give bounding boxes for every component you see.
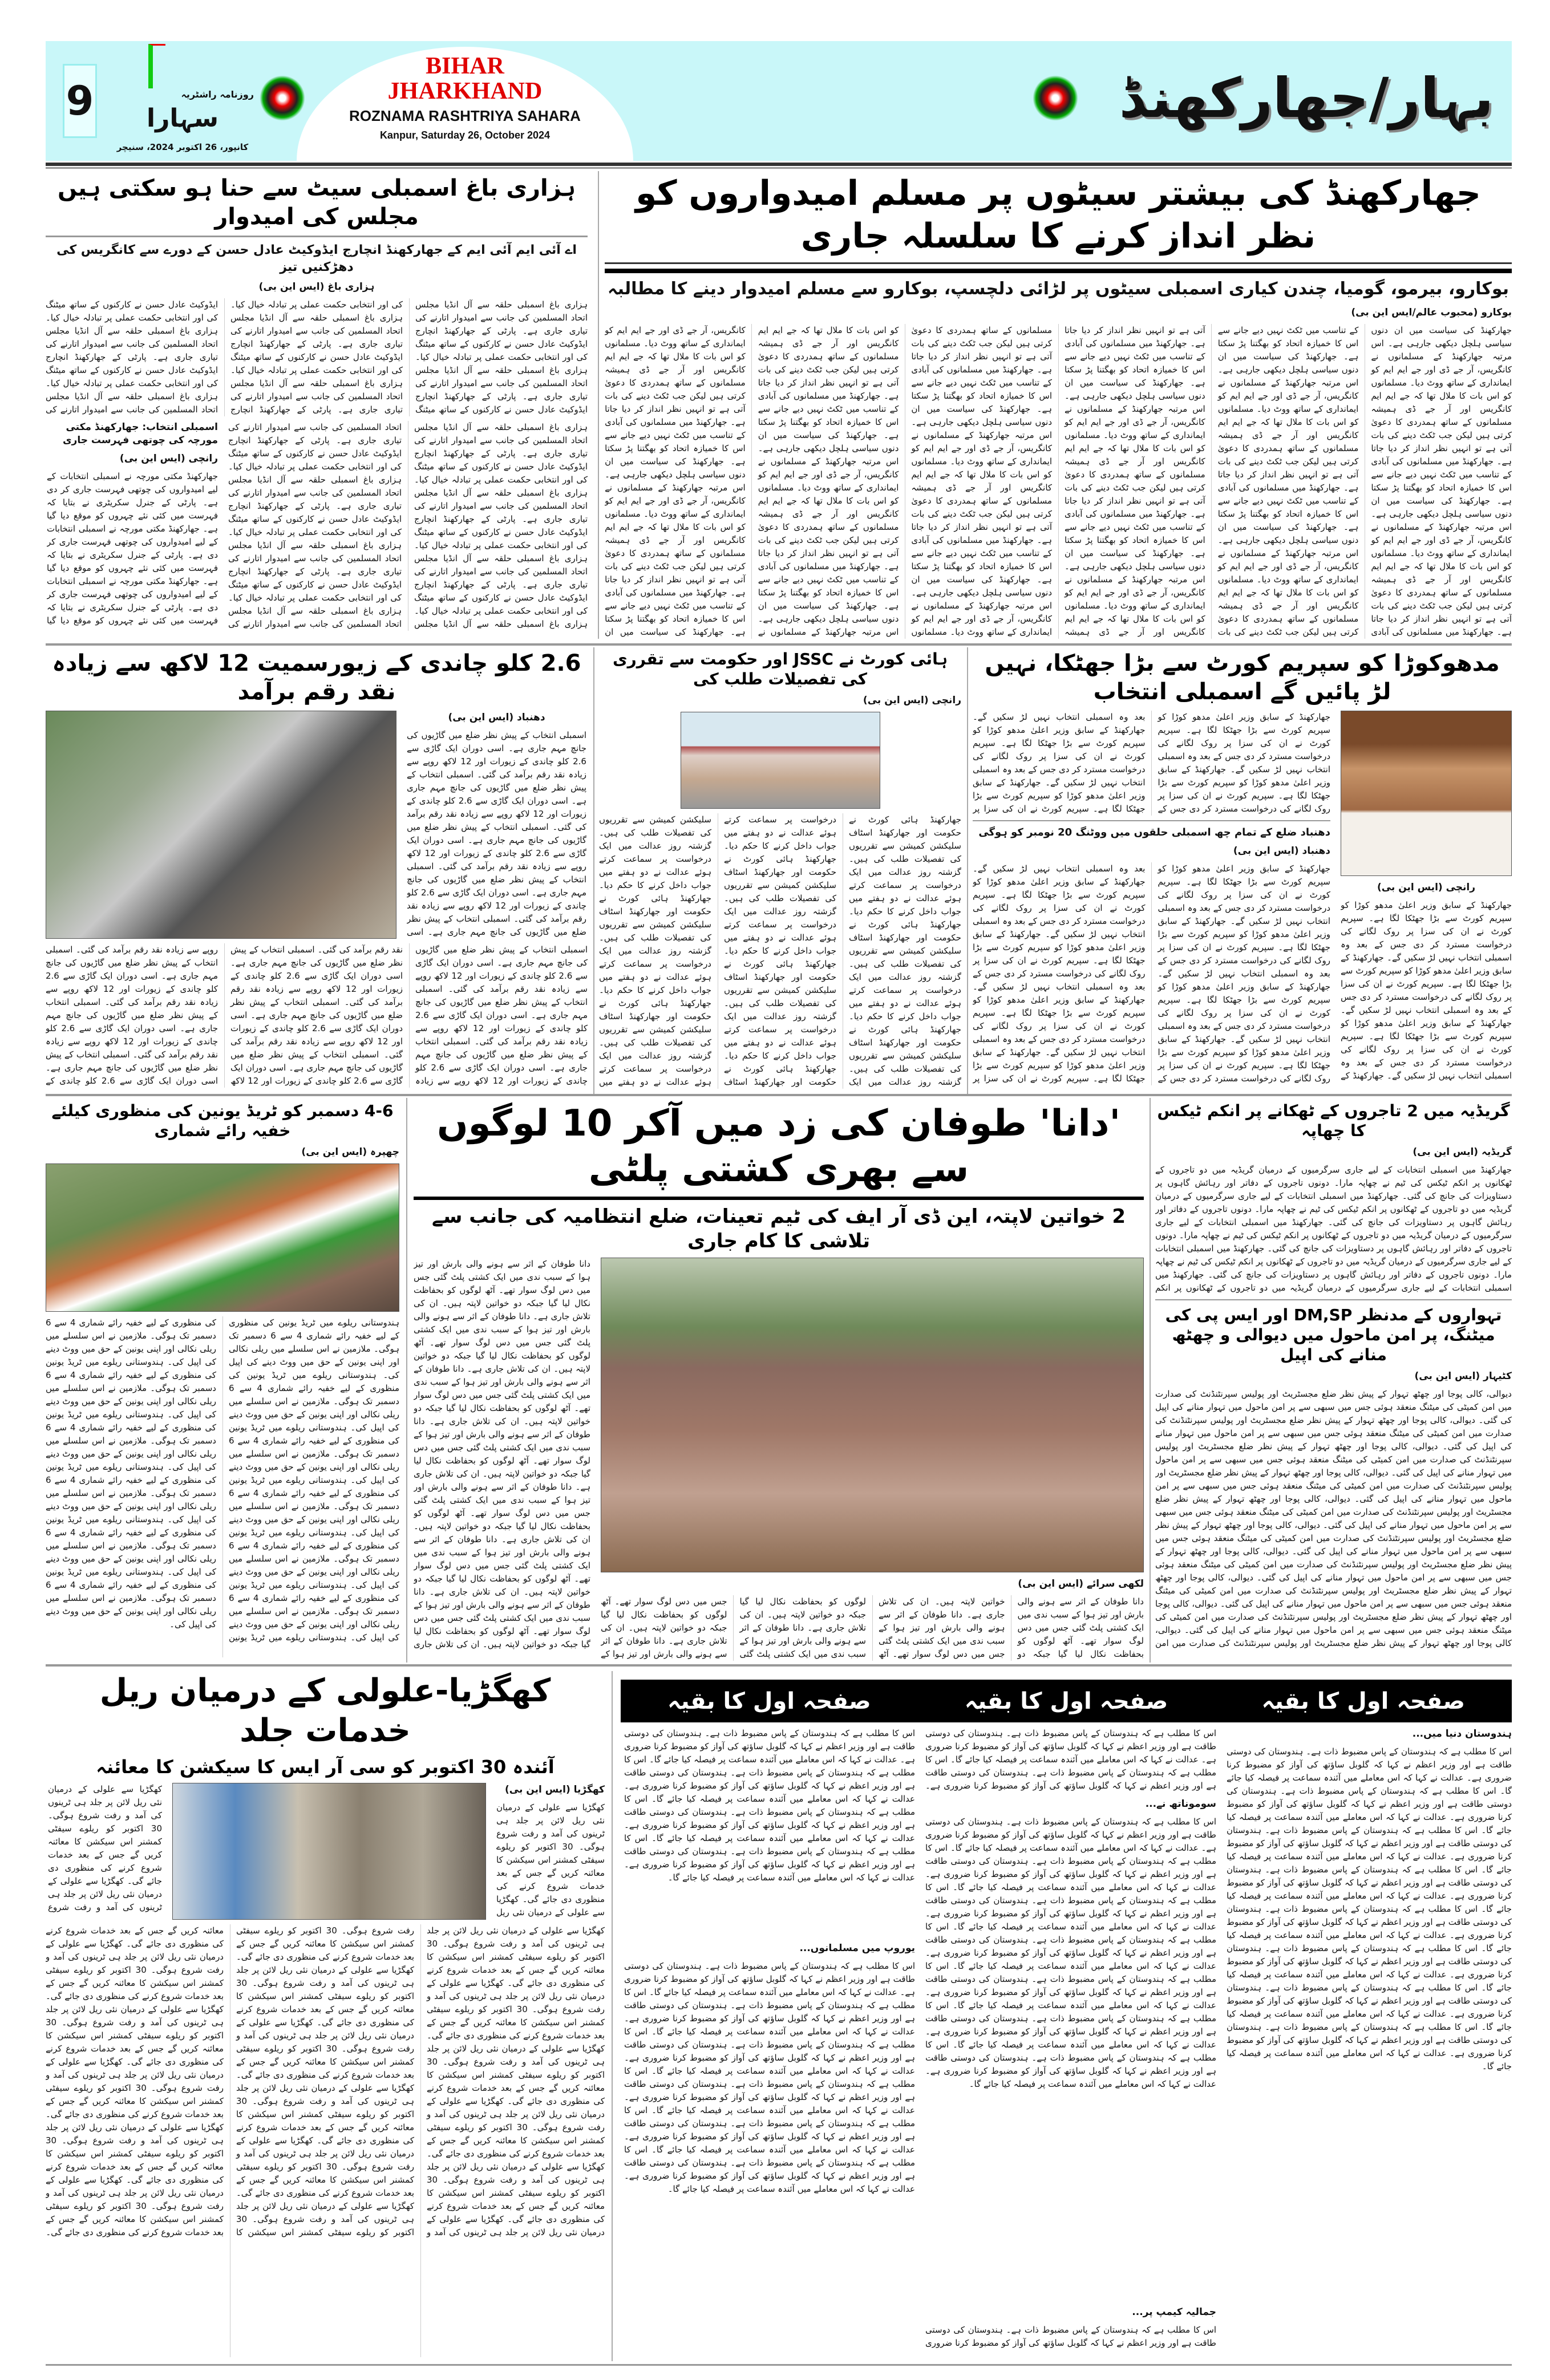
jmm-list-story (47, 421, 218, 632)
english-date: Kanpur, Saturday 26, October 2024 (379, 129, 551, 141)
giridih-headline: گریڈیہ میں 2 تاجروں کے ٹھکانے پر انکم ٹیکس کا چھاپہ (1157, 1101, 1510, 1140)
section-title: بہار/جھارکھنڈ (1119, 66, 1494, 130)
union-story (46, 1101, 399, 1661)
logo-name: سہارا (147, 104, 218, 133)
continued-label: صفحہ اول کا بقیہ (667, 1688, 871, 1714)
continued-col-3a: اس کا مطلب ہے کہ ہندوستان کے پاس مضبوط ذات ہے۔ ہندوستان کی دوستی طاقت ہے اور وزیر اعظم نے کہا کہ گلوبل ساؤتھ کی آواز کو مضبوط کرنا ضروری ہے۔ عدالت نے کہا کہ اس معاملے میں آئندہ سماعت پر فیصلہ کیا جائے گا۔ اس کا مطلب ہے کہ ہندوستان کے پاس مضبوط ذات ہے۔ ہندوستان کی دوستی طاقت ہے اور وزیر اعظم نے کہا کہ گلوبل ساؤتھ کی آواز کو مضبوط کرنا ضروری ہے۔ عدالت نے کہا کہ اس معاملے میں آئندہ سماعت پر فیصلہ کیا جائے گا۔ اس کا مطلب ہے کہ ہندوستان کے پاس مضبوط ذات ہے۔ ہندوستان کی دوستی طاقت ہے اور وزیر اعظم نے کہا کہ گلوبل ساؤتھ کی آواز کو مضبوط کرنا ضروری ہے۔ عدالت نے کہا کہ اس معاملے میں آئندہ سماعت پر فیصلہ کیا جائے گا۔ اس کا مطلب ہے کہ ہندوستان کے پاس مضبوط ذات ہے۔ ہندوستان کی دوستی طاقت ہے اور وزیر اعظم نے کہا کہ گلوبل ساؤتھ کی آواز کو مضبوط کرنا ضروری ہے۔ عدالت نے کہا کہ اس معاملے میں آئندہ سماعت پر فیصلہ کیا جائے گا۔ (624, 1728, 915, 1883)
main-byline: بوکارو (محبوب عالم/ایس این بی) (1351, 306, 1512, 318)
giridih-katihar-column (1155, 1101, 1512, 1661)
paper-name: ROZNAMA RASHTRIYA SAHARA (349, 107, 581, 124)
divider (1155, 1299, 1512, 1300)
continued-subhead: ہندوستان دنیا میں... (1412, 1728, 1512, 1740)
dhanbad-byline: دھنباد (ایس این بی) (1233, 845, 1330, 857)
dana-body: دانا طوفان کے اثر سے ہونے والی بارش اور تیز ہوا کے سبب ندی میں ایک کشتی پلٹ گئی جس میں دس لوگ سوار تھے۔ آٹھ لوگوں کو بحفاظت نکال لیا گیا جبکہ دو خواتین لاپتہ ہیں۔ ان کی تلاش جاری ہے۔ دانا طوفان کے اثر سے ہونے والی بارش اور تیز ہوا کے سبب ندی میں ایک کشتی پلٹ گئی جس میں دس لوگ سوار تھے۔ آٹھ لوگوں کو بحفاظت نکال لیا گیا جبکہ دو خواتین لاپتہ ہیں۔ ان کی تلاش جاری ہے۔ دانا طوفان کے اثر سے ہونے والی بارش اور تیز ہوا کے سبب ندی میں ایک کشتی پلٹ گئی جس میں دس لوگ سوار تھے۔ آٹھ لوگوں کو بحفاظت نکال لیا گیا جبکہ دو خواتین لاپتہ ہیں۔ ان کی تلاش جاری ہے۔ دانا طوفان کے اثر سے ہونے والی بارش اور تیز ہوا کے سبب ندی میں ایک کشتی پلٹ گئی جس میں دس لوگ سوار تھے۔ آٹھ لوگوں کو بحفاظت نکال لیا گیا جبکہ دو خواتین لاپتہ ہیں۔ ان کی تلاش جاری ہے۔ دانا طوفان کے اثر سے ہونے والی بارش اور تیز ہوا کے سبب ندی میں ایک کشتی پلٹ گئی جس میں دس لوگ سوار تھے۔ آٹھ لوگوں کو بحفاظت نکال لیا گیا جبکہ دو خواتین لاپتہ ہیں۔ ان کی تلاش جاری ہے۔ دانا طوفان کے اثر سے ہونے والی بارش اور تیز ہوا کے سبب ندی میں ایک کشتی پلٹ گئی جس میں دس لوگ سوار تھے۔ آٹھ لوگوں کو بحفاظت نکال لیا گیا جبکہ دو خواتین لاپتہ ہیں۔ ان کی تلاش جاری ہے۔ دانا طوفان کے اثر سے ہونے والی بارش اور تیز ہوا کے سبب ندی میں ایک کشتی پلٹ گئی جس میں دس لوگ سوار تھے۔ آٹھ لوگوں کو بحفاظت نکال لیا گیا جبکہ دو خواتین لاپتہ ہیں۔ ان کی تلاش جاری (414, 1259, 590, 1649)
urdu-date: کانپور، 26 اکتوبر 2024، سنیچر (116, 142, 249, 152)
continued-label: صفحہ اول کا بقیہ (1261, 1688, 1465, 1714)
dana-story (414, 1101, 1144, 1661)
katihar-byline: کٹیہار (ایس این بی) (1414, 1371, 1512, 1382)
hazaribagh-body-cont: ہزاری باغ اسمبلی حلقہ سے آل انڈیا مجلس اتحاد المسلمین کی جانب سے امیدوار اتارنے کی تیاری جاری ہے۔ پارٹی کے جھارکھنڈ انچارج ایڈوکیٹ عادل حسن نے کارکنوں کے ساتھ میٹنگ کی اور انتخابی حکمت عملی پر تبادلہ خیال کیا۔ ہزاری باغ اسمبلی حلقہ سے آل انڈیا مجلس اتحاد المسلمین کی جانب سے امیدوار اتارنے کی تیاری جاری ہے۔ پارٹی کے جھارکھنڈ انچارج ایڈوکیٹ عادل حسن نے کارکنوں کے ساتھ میٹنگ کی اور انتخابی حکمت عملی پر تبادلہ خیال کیا۔ ہزاری باغ اسمبلی حلقہ سے آل انڈیا مجلس اتحاد المسلمین کی جانب سے امیدوار اتارنے کی تیاری جاری ہے۔ پارٹی کے جھارکھنڈ انچارج ایڈوکیٹ عادل حسن نے کارکنوں کے ساتھ میٹنگ کی اور انتخابی حکمت عملی پر تبادلہ خیال کیا۔ ہزاری باغ اسمبلی حلقہ سے آل انڈیا مجلس اتحاد المسلمین کی جانب سے امیدوار اتارنے کی تیاری جاری ہے۔ پارٹی کے جھارکھنڈ انچارج ایڈوکیٹ عادل حسن نے کارکنوں کے ساتھ میٹنگ کی اور انتخابی حکمت عملی پر تبادلہ خیال کیا۔ ہزاری باغ اسمبلی حلقہ سے آل انڈیا مجلس اتحاد المسلمین کی جانب سے امیدوار اتارنے کی تیاری جاری ہے۔ پارٹی کے جھارکھنڈ انچارج ایڈوکیٹ عادل حسن نے کارکنوں کے ساتھ میٹنگ کی اور انتخابی حکمت عملی پر تبادلہ خیال کیا۔ ہزاری باغ اسمبلی حلقہ سے آل انڈیا مجلس اتحاد المسلمین کی جانب سے امیدوار اتارنے کی تیاری جاری ہے۔ پارٹی کے جھارکھنڈ انچارج ایڈوکیٹ عادل حسن نے کارکنوں کے ساتھ میٹنگ کی اور انتخابی حکمت عملی پر تبادلہ خیال کیا۔ ہزاری باغ اسمبلی حلقہ سے آل انڈیا مجلس اتحاد المسلمین کی جانب سے امیدوار اتارنے کی (228, 422, 588, 630)
divider (46, 643, 1512, 646)
divider (605, 262, 1512, 264)
divider (612, 1671, 613, 2361)
koda-body-cont: جھارکھنڈ کے سابق وزیر اعلیٰ مدھو کوڑا کو سپریم کورٹ سے بڑا جھٹکا لگا ہے۔ سپریم کورٹ نے ان کی سزا پر روک لگانے کی درخواست مسترد کر دی جس کے بعد وہ اسمبلی انتخاب نہیں لڑ سکیں گے۔ جھارکھنڈ کے سابق وزیر اعلیٰ مدھو کوڑا کو سپریم کورٹ سے بڑا جھٹکا لگا ہے۔ سپریم کورٹ نے ان کی سزا پر روک لگانے کی درخواست مسترد کر دی جس کے بعد وہ اسمبلی انتخاب نہیں لڑ سکیں گے۔ جھارکھنڈ کے سابق وزیر اعلیٰ مدھو کوڑا کو سپریم کورٹ سے بڑا جھٹکا لگا ہے۔ سپریم کورٹ نے ان کی سزا پر روک لگانے کی درخواست مسترد کر دی جس کے بعد وہ اسمبلی انتخاب نہیں لڑ سکیں گے۔ جھارکھنڈ کے (1341, 900, 1512, 1081)
continued-subhead: جمالیہ کیمپ پر... (1132, 2306, 1216, 2318)
continued-col-1: اس کا مطلب ہے کہ ہندوستان کے پاس مضبوط ذات ہے۔ ہندوستان کی دوستی طاقت ہے اور وزیر اعظم نے کہا کہ گلوبل ساؤتھ کی آواز کو مضبوط کرنا ضروری ہے۔ عدالت نے کہا کہ اس معاملے میں آئندہ سماعت پر فیصلہ کیا جائے گا۔ اس کا مطلب ہے کہ ہندوستان کے پاس مضبوط ذات ہے۔ ہندوستان کی دوستی طاقت ہے اور وزیر اعظم نے کہا کہ گلوبل ساؤتھ کی آواز کو مضبوط کرنا ضروری ہے۔ عدالت نے کہا کہ اس معاملے میں آئندہ سماعت پر فیصلہ کیا جائے گا۔ اس کا مطلب ہے کہ ہندوستان کے پاس مضبوط ذات ہے۔ ہندوستان کی دوستی طاقت ہے اور وزیر اعظم نے کہا کہ گلوبل ساؤتھ کی آواز کو مضبوط کرنا ضروری ہے۔ عدالت نے کہا کہ اس معاملے میں آئندہ سماعت پر فیصلہ کیا جائے گا۔ اس کا مطلب ہے کہ ہندوستان کے پاس مضبوط ذات ہے۔ ہندوستان کی دوستی طاقت ہے اور وزیر اعظم نے کہا کہ گلوبل ساؤتھ کی آواز کو مضبوط کرنا ضروری ہے۔ عدالت نے کہا کہ اس معاملے میں آئندہ سماعت پر فیصلہ کیا جائے گا۔ اس کا مطلب ہے کہ ہندوستان کے پاس مضبوط ذات ہے۔ ہندوستان کی دوستی طاقت ہے اور وزیر اعظم نے کہا کہ گلوبل ساؤتھ کی آواز کو مضبوط کرنا ضروری ہے۔ عدالت نے کہا کہ اس معاملے میں آئندہ سماعت پر فیصلہ کیا جائے گا۔ اس کا مطلب ہے کہ ہندوستان کے پاس مضبوط ذات ہے۔ ہندوستان کی دوستی طاقت ہے اور وزیر اعظم نے کہا کہ گلوبل ساؤتھ کی آواز کو مضبوط کرنا ضروری ہے۔ عدالت نے کہا کہ اس معاملے میں آئندہ سماعت پر فیصلہ کیا جائے گا۔ اس کا مطلب ہے کہ ہندوستان کے پاس مضبوط ذات ہے۔ ہندوستان کی دوستی طاقت ہے اور وزیر اعظم نے کہا کہ گلوبل ساؤتھ کی آواز کو مضبوط کرنا ضروری ہے۔ عدالت نے کہا کہ اس معاملے میں آئندہ سماعت پر فیصلہ کیا جائے گا۔ اس کا مطلب ہے کہ ہندوستان کے پاس مضبوط ذات ہے۔ ہندوستان کی دوستی طاقت ہے اور وزیر اعظم نے کہا کہ گلوبل ساؤتھ کی آواز کو مضبوط کرنا ضروری ہے۔ عدالت نے کہا کہ اس معاملے میں آئندہ سماعت پر فیصلہ کیا جائے گا۔ (1227, 1746, 1512, 2071)
koda-columns (973, 711, 1512, 1092)
continued-column-2 (925, 1727, 1216, 2359)
khagaria-subhead: آئندہ 30 اکتوبر کو سی آر ایس کا سیکشن کا معائنہ (96, 1756, 555, 1778)
continued-col-2c: اس کا مطلب ہے کہ ہندوستان کے پاس مضبوط ذات ہے۔ ہندوستان کی دوستی طاقت ہے اور وزیر اعظم نے کہا کہ گلوبل ساؤتھ کی آواز کو مضبوط کرنا ضروری (925, 2325, 1216, 2348)
dana-byline: لکھی سرائے (ایس این بی) (1018, 1578, 1144, 1590)
continued-col-2b: اس کا مطلب ہے کہ ہندوستان کے پاس مضبوط ذات ہے۔ ہندوستان کی دوستی طاقت ہے اور وزیر اعظم نے کہا کہ گلوبل ساؤتھ کی آواز کو مضبوط کرنا ضروری ہے۔ عدالت نے کہا کہ اس معاملے میں آئندہ سماعت پر فیصلہ کیا جائے گا۔ اس کا مطلب ہے کہ ہندوستان کے پاس مضبوط ذات ہے۔ ہندوستان کی دوستی طاقت ہے اور وزیر اعظم نے کہا کہ گلوبل ساؤتھ کی آواز کو مضبوط کرنا ضروری ہے۔ عدالت نے کہا کہ اس معاملے میں آئندہ سماعت پر فیصلہ کیا جائے گا۔ اس کا مطلب ہے کہ ہندوستان کے پاس مضبوط ذات ہے۔ ہندوستان کی دوستی طاقت ہے اور وزیر اعظم نے کہا کہ گلوبل ساؤتھ کی آواز کو مضبوط کرنا ضروری ہے۔ عدالت نے کہا کہ اس معاملے میں آئندہ سماعت پر فیصلہ کیا جائے گا۔ اس کا مطلب ہے کہ ہندوستان کے پاس مضبوط ذات ہے۔ ہندوستان کی دوستی طاقت ہے اور وزیر اعظم نے کہا کہ گلوبل ساؤتھ کی آواز کو مضبوط کرنا ضروری ہے۔ عدالت نے کہا کہ اس معاملے میں آئندہ سماعت پر فیصلہ کیا جائے گا۔ اس کا مطلب ہے کہ ہندوستان کے پاس مضبوط ذات ہے۔ ہندوستان کی دوستی طاقت ہے اور وزیر اعظم نے کہا کہ گلوبل ساؤتھ کی آواز کو مضبوط کرنا ضروری ہے۔ عدالت نے کہا کہ اس معاملے میں آئندہ سماعت پر فیصلہ کیا جائے گا۔ اس کا مطلب ہے کہ ہندوستان کے پاس مضبوط ذات ہے۔ ہندوستان کی دوستی طاقت ہے اور وزیر اعظم نے کہا کہ گلوبل ساؤتھ کی آواز کو مضبوط کرنا ضروری ہے۔ عدالت نے کہا کہ اس معاملے میں آئندہ سماعت پر فیصلہ کیا جائے گا۔ اس کا مطلب ہے کہ ہندوستان کے پاس مضبوط ذات ہے۔ ہندوستان کی دوستی طاقت ہے اور وزیر اعظم نے کہا کہ گلوبل ساؤتھ کی آواز کو مضبوط کرنا ضروری ہے۔ عدالت نے کہا کہ اس معاملے میں آئندہ سماعت پر فیصلہ کیا جائے گا۔ (925, 1817, 1216, 2089)
vehicle-check-photo (46, 711, 396, 939)
union-byline: چھپرہ (ایس این بی) (301, 1146, 399, 1158)
main-story (605, 172, 1512, 639)
silver-headline: 2.6 کلو چاندی کے زیورسمیت 12 لاکھ سے زیادہ نقد رقم برآمد (52, 650, 581, 705)
continued-subhead: یوروپ میں مسلمانوں... (799, 1943, 915, 1954)
title-jharkhand: JHARKHAND (387, 78, 543, 104)
madhu-koda-photo (1341, 711, 1512, 876)
divider (46, 1094, 1512, 1096)
divider (598, 171, 599, 639)
divider (605, 269, 1512, 273)
continued-col-3b: اس کا مطلب ہے کہ ہندوستان کے پاس مضبوط ذات ہے۔ ہندوستان کی دوستی طاقت ہے اور وزیر اعظم نے کہا کہ گلوبل ساؤتھ کی آواز کو مضبوط کرنا ضروری ہے۔ عدالت نے کہا کہ اس معاملے میں آئندہ سماعت پر فیصلہ کیا جائے گا۔ اس کا مطلب ہے کہ ہندوستان کے پاس مضبوط ذات ہے۔ ہندوستان کی دوستی طاقت ہے اور وزیر اعظم نے کہا کہ گلوبل ساؤتھ کی آواز کو مضبوط کرنا ضروری ہے۔ عدالت نے کہا کہ اس معاملے میں آئندہ سماعت پر فیصلہ کیا جائے گا۔ اس کا مطلب ہے کہ ہندوستان کے پاس مضبوط ذات ہے۔ ہندوستان کی دوستی طاقت ہے اور وزیر اعظم نے کہا کہ گلوبل ساؤتھ کی آواز کو مضبوط کرنا ضروری ہے۔ عدالت نے کہا کہ اس معاملے میں آئندہ سماعت پر فیصلہ کیا جائے گا۔ اس کا مطلب ہے کہ ہندوستان کے پاس مضبوط ذات ہے۔ ہندوستان کی دوستی طاقت ہے اور وزیر اعظم نے کہا کہ گلوبل ساؤتھ کی آواز کو مضبوط کرنا ضروری ہے۔ عدالت نے کہا کہ اس معاملے میں آئندہ سماعت پر فیصلہ کیا جائے گا۔ اس کا مطلب ہے کہ ہندوستان کے پاس مضبوط ذات ہے۔ ہندوستان کی دوستی طاقت ہے اور وزیر اعظم نے کہا کہ گلوبل ساؤتھ کی آواز کو مضبوط کرنا ضروری ہے۔ عدالت نے کہا کہ اس معاملے میں آئندہ سماعت پر فیصلہ کیا جائے گا۔ اس کا مطلب ہے کہ ہندوستان کے پاس مضبوط ذات ہے۔ ہندوستان کی دوستی طاقت ہے اور وزیر اعظم نے کہا کہ گلوبل ساؤتھ کی آواز کو مضبوط کرنا ضروری ہے۔ عدالت نے کہا کہ اس معاملے میں آئندہ سماعت پر فیصلہ کیا جائے گا۔ (624, 1961, 915, 2194)
title-bihar: BIHAR (426, 53, 504, 79)
logo-tagline: روزنامہ راشٹریہ (181, 89, 254, 100)
hazaribagh-byline: ہزاری باغ (ایس این بی) (258, 281, 375, 293)
main-headline: جھارکھنڈ کی بیشتر سیٹوں پر مسلم امیدواروں کو نظر انداز کرنے کا سلسلہ جاری (636, 173, 1481, 256)
jmm-list-byline: رانچی (ایس این بی) (119, 453, 218, 465)
divider (46, 236, 588, 237)
hazaribagh-headline: ہزاری باغ اسمبلی سیٹ سے حنا ہو سکتی ہیں مجلس کی امیدوار (57, 175, 576, 230)
hazaribagh-story (46, 174, 588, 639)
continued-columns (621, 1727, 1512, 2359)
court-building-photo (681, 712, 880, 809)
divider (593, 647, 594, 1095)
dhanbad-subhead: دھنباد ضلع کے تمام چھ اسمبلی حلقوں میں ووٹنگ 20 نومبر کو ہوگی (978, 826, 1330, 838)
divider (406, 1098, 407, 1663)
high-court-headline: ہائی کورٹ نے JSSC اور حکومت سے تقرری کی تفصیلات طلب کی (613, 650, 948, 688)
divider (46, 2364, 1512, 2366)
koda-photo-column (1341, 711, 1512, 1092)
main-subhead: بوکارو، بیرمو، گومیا، چندن کیاری اسمبلی سیٹوں پر لڑائی دلچسپ، بوکارو سے مسلم امیدوار دینے کا مطالبہ (608, 279, 1509, 299)
dhanbad-body: جھارکھنڈ کے سابق وزیر اعلیٰ مدھو کوڑا کو سپریم کورٹ سے بڑا جھٹکا لگا ہے۔ سپریم کورٹ نے ان کی سزا پر روک لگانے کی درخواست مسترد کر دی جس کے بعد وہ اسمبلی انتخاب نہیں لڑ سکیں گے۔ جھارکھنڈ کے سابق وزیر اعلیٰ مدھو کوڑا کو سپریم کورٹ سے بڑا جھٹکا لگا ہے۔ سپریم کورٹ نے ان کی سزا پر روک لگانے کی درخواست مسترد کر دی جس کے بعد وہ اسمبلی انتخاب نہیں لڑ سکیں گے۔ جھارکھنڈ کے سابق وزیر اعلیٰ مدھو کوڑا کو سپریم کورٹ سے بڑا جھٹکا لگا ہے۔ سپریم کورٹ نے ان کی سزا پر روک لگانے کی درخواست مسترد کر دی جس کے بعد وہ اسمبلی انتخاب نہیں لڑ سکیں گے۔ جھارکھنڈ کے سابق وزیر اعلیٰ مدھو کوڑا کو سپریم کورٹ سے بڑا جھٹکا لگا ہے۔ سپریم کورٹ نے ان کی سزا پر روک لگانے کی درخواست مسترد کر دی جس کے بعد وہ اسمبلی انتخاب نہیں لڑ سکیں گے۔ جھارکھنڈ کے سابق وزیر اعلیٰ مدھو کوڑا کو سپریم کورٹ سے بڑا جھٹکا لگا ہے۔ سپریم کورٹ نے ان کی سزا پر روک لگانے کی درخواست مسترد کر دی جس کے بعد وہ اسمبلی انتخاب نہیں لڑ سکیں گے۔ جھارکھنڈ کے سابق وزیر اعلیٰ مدھو کوڑا کو سپریم کورٹ سے بڑا جھٹکا لگا ہے۔ سپریم کورٹ نے ان کی سزا پر روک لگانے کی درخواست مسترد کر دی جس کے بعد وہ اسمبلی انتخاب نہیں لڑ سکیں گے۔ جھارکھنڈ کے سابق وزیر اعلیٰ مدھو کوڑا کو سپریم کورٹ سے بڑا جھٹکا لگا ہے۔ سپریم کورٹ نے ان کی سزا پر روک لگانے کی درخواست مسترد کر دی جس کے بعد وہ اسمبلی انتخاب نہیں لڑ سکیں گے۔ جھارکھنڈ کے سابق وزیر اعلیٰ مدھو کوڑا کو سپریم کورٹ سے بڑا جھٹکا لگا ہے۔ سپریم کورٹ نے ان کی سزا پر (973, 863, 1330, 1084)
divider (973, 820, 1330, 821)
khagaria-body: کھگڑیا سے علولی کے درمیان نئی ریل لائن پر جلد ہی ٹرینوں کی آمد و رفت شروع ہوگی۔ 30 اکتوبر کو ریلوے سیفٹی کمشنر اس سیکشن کا معائنہ کریں گے جس کے بعد خدمات شروع کرنے کی منظوری دی جائے گی۔ کھگڑیا سے علولی کے درمیان نئی ریل (496, 1802, 605, 1917)
hazaribagh-body: ہزاری باغ اسمبلی حلقہ سے آل انڈیا مجلس اتحاد المسلمین کی جانب سے امیدوار اتارنے کی تیاری جاری ہے۔ پارٹی کے جھارکھنڈ انچارج ایڈوکیٹ عادل حسن نے کارکنوں کے ساتھ میٹنگ کی اور انتخابی حکمت عملی پر تبادلہ خیال کیا۔ ہزاری باغ اسمبلی حلقہ سے آل انڈیا مجلس اتحاد المسلمین کی جانب سے امیدوار اتارنے کی تیاری جاری ہے۔ پارٹی کے جھارکھنڈ انچارج ایڈوکیٹ عادل حسن نے کارکنوں کے ساتھ میٹنگ کی اور انتخابی حکمت عملی پر تبادلہ خیال کیا۔ ہزاری باغ اسمبلی حلقہ سے آل انڈیا مجلس اتحاد المسلمین کی جانب سے امیدوار اتارنے کی تیاری جاری ہے۔ پارٹی کے جھارکھنڈ انچارج ایڈوکیٹ عادل حسن نے کارکنوں کے ساتھ میٹنگ کی اور انتخابی حکمت عملی پر تبادلہ خیال کیا۔ ہزاری باغ اسمبلی حلقہ سے آل انڈیا مجلس اتحاد المسلمین کی جانب سے امیدوار اتارنے کی تیاری جاری ہے۔ پارٹی کے جھارکھنڈ انچارج ایڈوکیٹ عادل حسن نے کارکنوں کے ساتھ میٹنگ کی اور انتخابی حکمت عملی پر تبادلہ خیال کیا۔ ہزاری باغ اسمبلی حلقہ سے آل انڈیا مجلس اتحاد المسلمین کی جانب سے امیدوار اتارنے کی تیاری جاری ہے۔ پارٹی کے جھارکھنڈ انچارج ایڈوکیٹ عادل حسن نے کارکنوں کے ساتھ میٹنگ کی اور انتخابی حکمت عملی پر تبادلہ خیال کیا۔ ہزاری باغ اسمبلی حلقہ سے آل انڈیا مجلس اتحاد المسلمین کی جانب سے امیدوار اتارنے کی (46, 299, 588, 415)
divider (46, 167, 1512, 169)
dana-photo-column (601, 1258, 1144, 1661)
hazaribagh-lower (46, 421, 588, 632)
continued-section (621, 1680, 1512, 2359)
dana-columns (414, 1258, 1144, 1661)
dana-headline: 'دانا' طوفان کی زد میں آکر 10 لوگوں سے بھری کشتی پلٹی (436, 1102, 1121, 1190)
continued-header-bar (621, 1680, 1512, 1722)
silver-body-cont: اسمبلی انتخاب کے پیش نظر ضلع میں گاڑیوں کی جانچ مہم جاری ہے۔ اسی دوران ایک گاڑی سے 2.6 کلو چاندی کے زیورات اور 12 لاکھ روپے سے زیادہ نقد رقم برآمد کی گئی۔ اسمبلی انتخاب کے پیش نظر ضلع میں گاڑیوں کی جانچ مہم جاری ہے۔ اسی دوران ایک گاڑی سے 2.6 کلو چاندی کے زیورات اور 12 لاکھ روپے سے زیادہ نقد رقم برآمد کی گئی۔ اسمبلی انتخاب کے پیش نظر ضلع میں گاڑیوں کی جانچ مہم جاری ہے۔ اسی دوران ایک گاڑی سے 2.6 کلو چاندی کے زیورات اور 12 لاکھ روپے سے زیادہ نقد رقم برآمد کی گئی۔ اسمبلی انتخاب کے پیش نظر ضلع میں گاڑیوں کی جانچ مہم جاری ہے۔ اسی دوران ایک گاڑی سے 2.6 کلو چاندی کے زیورات اور 12 لاکھ روپے سے زیادہ نقد رقم برآمد کی گئی۔ اسمبلی انتخاب کے پیش نظر ضلع میں گاڑیوں کی جانچ مہم جاری ہے۔ اسی دوران ایک گاڑی سے 2.6 کلو چاندی کے زیورات اور 12 لاکھ روپے سے زیادہ نقد رقم برآمد کی گئی۔ اسمبلی انتخاب کے پیش نظر ضلع میں گاڑیوں کی جانچ مہم جاری ہے۔ اسی دوران ایک گاڑی سے 2.6 کلو چاندی کے زیورات اور 12 لاکھ روپے سے زیادہ نقد رقم برآمد کی گئی۔ اسمبلی انتخاب کے پیش نظر ضلع میں گاڑیوں کی جانچ مہم جاری ہے۔ اسی دوران ایک گاڑی سے 2.6 کلو چاندی کے زیورات اور 12 لاکھ روپے سے زیادہ نقد رقم برآمد کی گئی۔ اسمبلی انتخاب کے پیش نظر ضلع میں گاڑیوں کی جانچ مہم جاری ہے۔ اسی دوران ایک گاڑی سے 2.6 کلو چاندی کے زیورات اور 12 لاکھ روپے سے زیادہ نقد رقم برآمد کی گئی۔ اسمبلی انتخاب کے پیش نظر ضلع میں گاڑیوں کی جانچ مہم جاری ہے۔ اسی دوران ایک گاڑی سے 2.6 کلو چاندی کے (46, 944, 588, 1086)
rail-track-photo (172, 1783, 486, 1920)
divider (46, 1664, 1512, 1667)
khagaria-body-left: کھگڑیا سے علولی کے درمیان نئی ریل لائن پر جلد ہی ٹرینوں کی آمد و رفت شروع ہوگی۔ 30 اکتوبر کو ریلوے سیفٹی کمشنر اس سیکشن کا معائنہ کریں گے جس کے بعد خدمات شروع کرنے کی منظوری دی جائے گی۔ کھگڑیا سے علولی کے درمیان نئی ریل لائن پر جلد ہی ٹرینوں کی آمد و رفت شروع (48, 1784, 162, 1912)
khagaria-top (46, 1783, 605, 1920)
flood-crowd-photo (601, 1258, 1144, 1572)
continued-label: صفحہ اول کا بقیہ (964, 1688, 1168, 1714)
continued-column-3 (624, 1727, 915, 2359)
page-number-badge: 9 (63, 64, 97, 138)
emblem-icon (1033, 75, 1078, 121)
koda-photo-caption: رانچی (ایس این بی) (1377, 882, 1476, 893)
koda-body: جھارکھنڈ کے سابق وزیر اعلیٰ مدھو کوڑا کو سپریم کورٹ سے بڑا جھٹکا لگا ہے۔ سپریم کورٹ نے ان کی سزا پر روک لگانے کی درخواست مسترد کر دی جس کے بعد وہ اسمبلی انتخاب نہیں لڑ سکیں گے۔ جھارکھنڈ کے سابق وزیر اعلیٰ مدھو کوڑا کو سپریم کورٹ سے بڑا جھٹکا لگا ہے۔ سپریم کورٹ نے ان کی سزا پر روک لگانے کی درخواست مسترد کر دی جس کے بعد وہ اسمبلی انتخاب نہیں لڑ سکیں گے۔ جھارکھنڈ کے سابق وزیر اعلیٰ مدھو کوڑا کو سپریم کورٹ سے بڑا جھٹکا لگا ہے۔ سپریم کورٹ نے ان کی سزا پر روک لگانے کی درخواست مسترد کر دی جس کے بعد وہ اسمبلی انتخاب نہیں لڑ سکیں گے۔ جھارکھنڈ کے سابق وزیر اعلیٰ مدھو کوڑا کو سپریم کورٹ سے بڑا جھٹکا لگا ہے۔ سپریم کورٹ نے ان کی سزا پر (973, 712, 1330, 814)
divider (1150, 1098, 1151, 1663)
continued-column-1 (1227, 1727, 1512, 2359)
giridih-body: جھارکھنڈ میں اسمبلی انتخابات کے لیے جاری سرگرمیوں کے درمیان گریڈیہ میں دو تاجروں کے ٹھکانوں پر انکم ٹیکس کی ٹیم نے چھاپہ مارا۔ دونوں تاجروں کے دفاتر اور رہائش گاہوں پر دستاویزات کی جانچ کی گئی۔ جھارکھنڈ میں اسمبلی انتخابات کے لیے جاری سرگرمیوں کے درمیان گریڈیہ میں دو تاجروں کے ٹھکانوں پر انکم ٹیکس کی ٹیم نے چھاپہ مارا۔ دونوں تاجروں کے دفاتر اور رہائش گاہوں پر دستاویزات کی جانچ کی گئی۔ جھارکھنڈ میں اسمبلی انتخابات کے لیے جاری سرگرمیوں کے درمیان گریڈیہ میں دو تاجروں کے ٹھکانوں پر انکم ٹیکس کی ٹیم نے چھاپہ مارا۔ دونوں تاجروں کے دفاتر اور رہائش گاہوں پر دستاویزات کی جانچ کی گئی۔ جھارکھنڈ میں اسمبلی انتخابات کے لیے جاری سرگرمیوں کے درمیان گریڈیہ میں دو تاجروں کے ٹھکانوں پر انکم ٹیکس کی ٹیم نے چھاپہ مارا۔ دونوں تاجروں کے دفاتر اور رہائش گاہوں پر دستاویزات کی جانچ کی گئی۔ جھارکھنڈ میں اسمبلی انتخابات کے لیے جاری سرگرمیوں کے درمیان گریڈیہ میں دو تاجروں کے ٹھکانوں پر انکم (1155, 1165, 1512, 1293)
katihar-headline: تہواروں کے مدنظر DM,SP اور ایس پی کی میٹنگ، پر امن ماحول میں دیوالی و چھٹھ منانے کی اپیل (1165, 1305, 1502, 1364)
divider (414, 1197, 1144, 1200)
jmm-list-subhead: اسمبلی انتخاب: جھارکھنڈ مکتی مورچہ کی چوتھی فہرست جاری (62, 421, 218, 447)
main-body: جھارکھنڈ کی سیاست میں ان دنوں سیاسی ہلچل دیکھی جارہی ہے۔ اس مرتبہ جھارکھنڈ کے مسلمانوں نے کانگریس، آر جے ڈی اور جے ایم ایم کو ایمانداری کے ساتھ ووٹ دیا۔ مسلمانوں کو اس بات کا ملال تھا کہ جے ایم ایم کانگریس اور آر جے ڈی ہمیشہ مسلمانوں کے ساتھ ہمدردی کا دعویٰ کرتی ہیں لیکن جب ٹکٹ دینے کی بات آتی ہے تو انہیں نظر انداز کر دیا جاتا ہے۔ جھارکھنڈ میں مسلمانوں کی آبادی کے تناسب میں ٹکٹ نہیں دیے جانے سے اس کا خمیازہ اتحاد کو بھگتنا پڑ سکتا ہے۔ جھارکھنڈ کی سیاست میں ان دنوں سیاسی ہلچل دیکھی جارہی ہے۔ اس مرتبہ جھارکھنڈ کے مسلمانوں نے کانگریس، آر جے ڈی اور جے ایم ایم کو ایمانداری کے ساتھ ووٹ دیا۔ مسلمانوں کو اس بات کا ملال تھا کہ جے ایم ایم کانگریس اور آر جے ڈی ہمیشہ مسلمانوں کے ساتھ ہمدردی کا دعویٰ کرتی ہیں لیکن جب ٹکٹ دینے کی بات آتی ہے تو انہیں نظر انداز کر دیا جاتا ہے۔ جھارکھنڈ میں مسلمانوں کی آبادی کے تناسب میں ٹکٹ نہیں دیے جانے سے اس کا خمیازہ اتحاد کو بھگتنا پڑ سکتا ہے۔ جھارکھنڈ کی سیاست میں ان دنوں سیاسی ہلچل دیکھی جارہی ہے۔ اس مرتبہ جھارکھنڈ کے مسلمانوں نے کانگریس، آر جے ڈی اور جے ایم ایم کو ایمانداری کے ساتھ ووٹ دیا۔ مسلمانوں کو اس بات کا ملال تھا کہ جے ایم ایم کانگریس اور آر جے ڈی ہمیشہ مسلمانوں کے ساتھ ہمدردی کا دعویٰ کرتی ہیں لیکن جب ٹکٹ دینے کی بات آتی ہے تو انہیں نظر انداز کر دیا جاتا ہے۔ جھارکھنڈ میں مسلمانوں کی آبادی کے تناسب میں ٹکٹ نہیں دیے جانے سے اس کا خمیازہ اتحاد کو بھگتنا پڑ سکتا ہے۔ جھارکھنڈ کی سیاست میں ان دنوں سیاسی ہلچل دیکھی جارہی ہے۔ اس مرتبہ جھارکھنڈ کے مسلمانوں نے کانگریس، آر جے ڈی اور جے ایم ایم کو ایمانداری کے ساتھ ووٹ دیا۔ مسلمانوں کو اس بات کا ملال تھا کہ جے ایم ایم کانگریس اور آر جے ڈی ہمیشہ مسلمانوں کے ساتھ ہمدردی کا دعویٰ کرتی ہیں لیکن جب ٹکٹ دینے کی بات آتی ہے تو انہیں نظر انداز کر دیا جاتا ہے۔ جھارکھنڈ میں مسلمانوں کی آبادی کے تناسب میں ٹکٹ نہیں دیے جانے سے اس کا خمیازہ اتحاد کو بھگتنا پڑ سکتا ہے۔ جھارکھنڈ کی سیاست میں ان دنوں سیاسی ہلچل دیکھی جارہی ہے۔ اس مرتبہ جھارکھنڈ کے مسلمانوں نے کانگریس، آر جے ڈی اور جے ایم ایم کو ایمانداری کے ساتھ ووٹ دیا۔ مسلمانوں کو اس بات کا ملال تھا کہ جے ایم ایم کانگریس اور آر جے ڈی ہمیشہ مسلمانوں کے ساتھ ہمدردی کا دعویٰ کرتی ہیں لیکن جب ٹکٹ دینے کی بات آتی ہے تو انہیں نظر انداز کر دیا جاتا ہے۔ جھارکھنڈ میں مسلمانوں کی آبادی کے تناسب میں ٹکٹ نہیں دیے جانے سے اس کا خمیازہ اتحاد کو بھگتنا پڑ سکتا ہے۔ جھارکھنڈ کی سیاست میں ان دنوں سیاسی ہلچل دیکھی جارہی ہے۔ اس مرتبہ جھارکھنڈ کے مسلمانوں نے کانگریس، آر جے ڈی اور جے ایم ایم کو ایمانداری کے ساتھ ووٹ دیا۔ مسلمانوں کو اس بات کا ملال تھا کہ جے ایم ایم کانگریس اور آر جے ڈی ہمیشہ مسلمانوں کے ساتھ ہمدردی کا دعویٰ کرتی ہیں لیکن جب ٹکٹ دینے کی بات آتی ہے تو انہیں نظر انداز کر دیا جاتا ہے۔ جھارکھنڈ میں مسلمانوں کی آبادی کے تناسب میں ٹکٹ نہیں دیے جانے سے اس کا خمیازہ اتحاد کو بھگتنا پڑ سکتا ہے۔ جھارکھنڈ کی سیاست میں ان دنوں سیاسی ہلچل دیکھی جارہی ہے۔ اس مرتبہ جھارکھنڈ کے مسلمانوں نے کانگریس، آر جے ڈی اور جے ایم ایم کو ایمانداری کے ساتھ ووٹ دیا۔ مسلمانوں کو اس بات کا ملال تھا کہ جے ایم ایم کانگریس اور آر جے ڈی ہمیشہ مسلمانوں کے ساتھ ہمدردی کا دعویٰ کرتی ہیں لیکن جب ٹکٹ دینے کی بات آتی ہے تو انہیں نظر انداز کر دیا جاتا ہے۔ جھارکھنڈ میں مسلمانوں کی آبادی کے تناسب میں ٹکٹ نہیں دیے جانے سے اس کا خمیازہ اتحاد کو بھگتنا پڑ سکتا ہے۔ جھارکھنڈ کی سیاست میں ان دنوں سیاسی ہلچل دیکھی جارہی ہے۔ اس مرتبہ جھارکھنڈ کے مسلمانوں نے کانگریس، آر جے ڈی اور جے ایم ایم کو ایمانداری کے ساتھ ووٹ دیا۔ مسلمانوں کو اس بات کا ملال تھا کہ جے ایم ایم کانگریس اور آر جے ڈی ہمیشہ مسلمانوں کے ساتھ ہمدردی کا دعویٰ کرتی ہیں لیکن جب ٹکٹ دینے کی بات آتی ہے تو انہیں نظر انداز کر دیا جاتا ہے۔ جھارکھنڈ میں مسلمانوں کی آبادی کے تناسب میں ٹکٹ نہیں دیے جانے سے اس کا خمیازہ اتحاد کو بھگتنا پڑ سکتا ہے۔ جھارکھنڈ کی سیاست میں ان دنوں سیاسی ہلچل دیکھی جارہی ہے۔ اس مرتبہ جھارکھنڈ کے مسلمانوں نے کانگریس، آر جے ڈی اور جے ایم ایم کو ایمانداری کے ساتھ ووٹ دیا۔ مسلمانوں کو اس بات کا ملال تھا کہ جے ایم ایم کانگریس اور آر جے ڈی ہمیشہ مسلمانوں کے ساتھ ہمدردی کا دعویٰ کرتی ہیں لیکن جب ٹکٹ دینے کی بات آتی ہے تو انہیں نظر انداز کر دیا جاتا ہے۔ جھارکھنڈ میں مسلمانوں کی آبادی کے تناسب میں ٹکٹ نہیں دیے جانے سے اس کا خمیازہ اتحاد کو بھگتنا پڑ سکتا ہے۔ جھارکھنڈ کی سیاست میں ان دنوں سیاسی ہلچل دیکھی جارہی ہے۔ اس مرتبہ جھارکھنڈ کے مسلمانوں نے کانگریس، آر جے ڈی اور جے ایم ایم کو ایمانداری کے ساتھ ووٹ دیا۔ مسلمانوں کو اس بات کا ملال تھا کہ جے ایم ایم کانگریس اور آر جے ڈی ہمیشہ مسلمانوں کے ساتھ ہمدردی کا دعویٰ کرتی ہیں لیکن جب ٹکٹ دینے کی بات آتی ہے تو انہیں نظر انداز کر دیا جاتا ہے۔ جھارکھنڈ میں مسلمانوں کی آبادی کے تناسب میں ٹکٹ نہیں دیے جانے سے اس کا خمیازہ اتحاد کو بھگتنا پڑ سکتا ہے۔ جھارکھنڈ کی سیاست میں ان دنوں سیاسی ہلچل دیکھی جارہی ہے۔ اس مرتبہ جھارکھنڈ کے مسلمانوں نے کانگریس، آر جے ڈی اور جے ایم ایم کو ایمانداری کے ساتھ ووٹ دیا۔ مسلمانوں کو اس بات کا ملال تھا کہ جے ایم ایم کانگریس اور آر جے ڈی ہمیشہ مسلمانوں کے ساتھ ہمدردی کا دعویٰ کرتی ہیں لیکن جب ٹکٹ دینے کی بات آتی ہے تو انہیں نظر انداز کر دیا جاتا ہے۔ جھارکھنڈ میں مسلمانوں کی آبادی کے تناسب میں ٹکٹ نہیں دیے جانے سے اس کا خمیازہ اتحاد کو بھگتنا پڑ سکتا ہے۔ جھارکھنڈ کی سیاست میں ان (605, 325, 1512, 637)
silver-story (46, 649, 588, 1092)
khagaria-body-cont: کھگڑیا سے علولی کے درمیان نئی ریل لائن پر جلد ہی ٹرینوں کی آمد و رفت شروع ہوگی۔ 30 اکتوبر کو ریلوے سیفٹی کمشنر اس سیکشن کا معائنہ کریں گے جس کے بعد خدمات شروع کرنے کی منظوری دی جائے گی۔ کھگڑیا سے علولی کے درمیان نئی ریل لائن پر جلد ہی ٹرینوں کی آمد و رفت شروع ہوگی۔ 30 اکتوبر کو ریلوے سیفٹی کمشنر اس سیکشن کا معائنہ کریں گے جس کے بعد خدمات شروع کرنے کی منظوری دی جائے گی۔ کھگڑیا سے علولی کے درمیان نئی ریل لائن پر جلد ہی ٹرینوں کی آمد و رفت شروع ہوگی۔ 30 اکتوبر کو ریلوے سیفٹی کمشنر اس سیکشن کا معائنہ کریں گے جس کے بعد خدمات شروع کرنے کی منظوری دی جائے گی۔ کھگڑیا سے علولی کے درمیان نئی ریل لائن پر جلد ہی ٹرینوں کی آمد و رفت شروع ہوگی۔ 30 اکتوبر کو ریلوے سیفٹی کمشنر اس سیکشن کا معائنہ کریں گے جس کے بعد خدمات شروع کرنے کی منظوری دی جائے گی۔ کھگڑیا سے علولی کے درمیان نئی ریل لائن پر جلد ہی ٹرینوں کی آمد و رفت شروع ہوگی۔ 30 اکتوبر کو ریلوے سیفٹی کمشنر اس سیکشن کا معائنہ کریں گے جس کے بعد خدمات شروع کرنے کی منظوری دی جائے گی۔ کھگڑیا سے علولی کے درمیان نئی ریل لائن پر جلد ہی ٹرینوں کی آمد و رفت شروع ہوگی۔ 30 اکتوبر کو ریلوے سیفٹی کمشنر اس سیکشن کا معائنہ کریں گے جس کے بعد خدمات شروع کرنے کی منظوری دی جائے گی۔ کھگڑیا سے علولی کے درمیان نئی ریل لائن پر جلد ہی ٹرینوں کی آمد و رفت شروع ہوگی۔ 30 اکتوبر کو ریلوے سیفٹی کمشنر اس سیکشن کا معائنہ کریں گے جس کے بعد خدمات شروع کرنے کی منظوری دی جائے گی۔ کھگڑیا سے علولی کے درمیان نئی ریل لائن پر جلد ہی ٹرینوں کی آمد و رفت شروع ہوگی۔ 30 اکتوبر کو ریلوے سیفٹی کمشنر اس سیکشن کا معائنہ کریں گے جس کے بعد خدمات شروع کرنے کی منظوری دی جائے گی۔ کھگڑیا سے علولی کے درمیان نئی ریل لائن پر جلد ہی ٹرینوں کی آمد و رفت شروع ہوگی۔ 30 اکتوبر کو ریلوے سیفٹی کمشنر اس سیکشن کا معائنہ کریں گے جس کے بعد خدمات شروع کرنے کی منظوری دی جائے گی۔ کھگڑیا سے علولی کے درمیان نئی ریل لائن پر جلد ہی ٹرینوں کی آمد و رفت شروع ہوگی۔ 30 اکتوبر کو ریلوے سیفٹی کمشنر اس سیکشن کا معائنہ کریں گے جس کے بعد خدمات شروع کرنے کی منظوری دی جائے گی۔ کھگڑیا سے علولی کے درمیان نئی ریل لائن پر جلد ہی ٹرینوں کی آمد و رفت شروع ہوگی۔ 30 اکتوبر کو ریلوے سیفٹی کمشنر اس سیکشن کا معائنہ کریں گے جس کے بعد خدمات شروع کرنے کی منظوری دی جائے گی۔ کھگڑیا سے علولی کے درمیان نئی ریل لائن پر جلد ہی ٹرینوں کی آمد و رفت شروع ہوگی۔ 30 اکتوبر کو ریلوے سیفٹی کمشنر اس سیکشن کا معائنہ کریں گے جس کے بعد خدمات شروع کرنے کی منظوری دی جائے گی۔ کھگڑیا سے علولی کے درمیان نئی ریل لائن پر جلد ہی ٹرینوں کی آمد و رفت شروع ہوگی۔ 30 اکتوبر کو ریلوے سیفٹی کمشنر اس سیکشن کا معائنہ کریں گے جس کے بعد خدمات شروع کرنے کی منظوری دی جائے گی۔ کھگڑیا سے علولی کے درمیان نئی ریل لائن پر جلد ہی ٹرینوں کی آمد و رفت شروع ہوگی۔ 30 اکتوبر کو ریلوے سیفٹی کمشنر اس سیکشن کا معائنہ کریں گے جس کے بعد خدمات شروع کرنے کی منظوری دی جائے گی۔ کھگڑیا سے علولی کے درمیان نئی ریل لائن پر جلد ہی ٹرینوں کی آمد و رفت شروع ہوگی۔ 30 اکتوبر کو ریلوے سیفٹی کمشنر اس سیکشن کا معائنہ کریں گے جس کے بعد خدمات شروع کرنے کی منظوری دی جائے گی۔ کھگڑیا سے علولی کے درمیان نئی ریل لائن پر جلد ہی ٹرینوں کی آمد و رفت شروع ہوگی۔ 30 اکتوبر کو ریلوے سیفٹی کمشنر اس سیکشن کا معائنہ کریں گے جس کے بعد خدمات شروع کرنے کی منظوری دی جائے گی۔ (46, 1925, 605, 2237)
masthead-rule (46, 163, 1512, 166)
silver-body: اسمبلی انتخاب کے پیش نظر ضلع میں گاڑیوں کی جانچ مہم جاری ہے۔ اسی دوران ایک گاڑی سے 2.6 کلو چاندی کے زیورات اور 12 لاکھ روپے سے زیادہ نقد رقم برآمد کی گئی۔ اسمبلی انتخاب کے پیش نظر ضلع میں گاڑیوں کی جانچ مہم جاری ہے۔ اسی دوران ایک گاڑی سے 2.6 کلو چاندی کے زیورات اور 12 لاکھ روپے سے زیادہ نقد رقم برآمد کی گئی۔ اسمبلی انتخاب کے پیش نظر ضلع میں گاڑیوں کی جانچ مہم جاری ہے۔ اسی دوران ایک گاڑی سے 2.6 کلو چاندی کے زیورات اور 12 لاکھ روپے سے زیادہ نقد رقم برآمد کی گئی۔ اسمبلی انتخاب کے پیش نظر ضلع میں گاڑیوں کی جانچ مہم جاری ہے۔ اسی دوران ایک گاڑی سے 2.6 کلو چاندی کے زیورات اور 12 لاکھ روپے سے زیادہ نقد رقم برآمد کی گئی۔ اسمبلی انتخاب کے پیش نظر ضلع میں گاڑیوں کی جانچ مہم جاری ہے۔ اسی (407, 730, 586, 937)
silver-byline: دھنباد (ایس این بی) (448, 712, 545, 723)
high-court-byline: رانچی (ایس این بی) (863, 695, 961, 706)
katihar-body: دیوالی، کالی پوجا اور چھٹھ تہوار کے پیش نظر ضلع مجسٹریٹ اور پولیس سپرنٹنڈنٹ کی صدارت میں امن کمیٹی کی میٹنگ منعقد ہوئی جس میں سبھی سے پر امن ماحول میں تہوار منانے کی اپیل کی گئی۔ دیوالی، کالی پوجا اور چھٹھ تہوار کے پیش نظر ضلع مجسٹریٹ اور پولیس سپرنٹنڈنٹ کی صدارت میں امن کمیٹی کی میٹنگ منعقد ہوئی جس میں سبھی سے پر امن ماحول میں تہوار منانے کی اپیل کی گئی۔ دیوالی، کالی پوجا اور چھٹھ تہوار کے پیش نظر ضلع مجسٹریٹ اور پولیس سپرنٹنڈنٹ کی صدارت میں امن کمیٹی کی میٹنگ منعقد ہوئی جس میں سبھی سے پر امن ماحول میں تہوار منانے کی اپیل کی گئی۔ دیوالی، کالی پوجا اور چھٹھ تہوار کے پیش نظر ضلع مجسٹریٹ اور پولیس سپرنٹنڈنٹ کی صدارت میں امن کمیٹی کی میٹنگ منعقد ہوئی جس میں سبھی سے پر امن ماحول میں تہوار منانے کی اپیل کی گئی۔ دیوالی، کالی پوجا اور چھٹھ تہوار کے پیش نظر ضلع مجسٹریٹ اور پولیس سپرنٹنڈنٹ کی صدارت میں امن کمیٹی کی میٹنگ منعقد ہوئی جس میں سبھی سے پر امن ماحول میں تہوار منانے کی اپیل کی گئی۔ دیوالی، کالی پوجا اور چھٹھ تہوار کے پیش نظر ضلع مجسٹریٹ اور پولیس سپرنٹنڈنٹ کی صدارت میں امن کمیٹی کی میٹنگ منعقد ہوئی جس میں سبھی سے پر امن ماحول میں تہوار منانے کی اپیل کی گئی۔ دیوالی، کالی پوجا اور چھٹھ تہوار کے پیش نظر ضلع مجسٹریٹ اور پولیس سپرنٹنڈنٹ کی صدارت میں امن کمیٹی کی میٹنگ منعقد ہوئی جس میں سبھی سے پر امن ماحول میں تہوار منانے کی اپیل کی گئی۔ دیوالی، کالی پوجا اور چھٹھ تہوار کے پیش نظر ضلع مجسٹریٹ اور پولیس سپرنٹنڈنٹ کی صدارت میں امن کمیٹی کی میٹنگ منعقد ہوئی جس میں سبھی سے پر امن ماحول میں تہوار منانے کی اپیل کی گئی۔ دیوالی، کالی پوجا اور چھٹھ تہوار کے پیش نظر ضلع مجسٹریٹ اور پولیس سپرنٹنڈنٹ کی صدارت میں امن کمیٹی کی میٹنگ منعقد ہوئی جس میں سبھی سے پر امن ماحول میں تہوار منانے کی اپیل کی گئی۔ دیوالی، کالی پوجا اور چھٹھ تہوار کے پیش نظر ضلع مجسٹریٹ اور پولیس سپرنٹنڈنٹ کی صدارت میں امن (1155, 1389, 1512, 1648)
union-body: ہندوستانی ریلوے میں ٹریڈ یونین کی منظوری کے لیے خفیہ رائے شماری 4 سے 6 دسمبر تک ہوگی۔ ملازمین نے اس سلسلے میں ریلی نکالی اور اپنی یونین کے حق میں ووٹ دینے کی اپیل کی۔ ہندوستانی ریلوے میں ٹریڈ یونین کی منظوری کے لیے خفیہ رائے شماری 4 سے 6 دسمبر تک ہوگی۔ ملازمین نے اس سلسلے میں ریلی نکالی اور اپنی یونین کے حق میں ووٹ دینے کی اپیل کی۔ ہندوستانی ریلوے میں ٹریڈ یونین کی منظوری کے لیے خفیہ رائے شماری 4 سے 6 دسمبر تک ہوگی۔ ملازمین نے اس سلسلے میں ریلی نکالی اور اپنی یونین کے حق میں ووٹ دینے کی اپیل کی۔ ہندوستانی ریلوے میں ٹریڈ یونین کی منظوری کے لیے خفیہ رائے شماری 4 سے 6 دسمبر تک ہوگی۔ ملازمین نے اس سلسلے میں ریلی نکالی اور اپنی یونین کے حق میں ووٹ دینے کی اپیل کی۔ ہندوستانی ریلوے میں ٹریڈ یونین کی منظوری کے لیے خفیہ رائے شماری 4 سے 6 دسمبر تک ہوگی۔ ملازمین نے اس سلسلے میں ریلی نکالی اور اپنی یونین کے حق میں ووٹ دینے کی اپیل کی۔ ہندوستانی ریلوے میں ٹریڈ یونین کی منظوری کے لیے خفیہ رائے شماری 4 سے 6 دسمبر تک ہوگی۔ ملازمین نے اس سلسلے میں ریلی نکالی اور اپنی یونین کے حق میں ووٹ دینے کی اپیل کی۔ ہندوستانی ریلوے میں ٹریڈ یونین کی منظوری کے لیے خفیہ رائے شماری 4 سے 6 دسمبر تک ہوگی۔ ملازمین نے اس سلسلے میں ریلی نکالی اور اپنی یونین کے حق میں ووٹ دینے کی اپیل کی۔ ہندوستانی ریلوے میں ٹریڈ یونین کی منظوری کے لیے خفیہ رائے شماری 4 سے 6 دسمبر تک ہوگی۔ ملازمین نے اس سلسلے میں ریلی نکالی اور اپنی یونین کے حق میں ووٹ دینے کی اپیل کی۔ ہندوستانی ریلوے میں ٹریڈ یونین کی منظوری کے لیے خفیہ رائے شماری 4 سے 6 دسمبر تک ہوگی۔ ملازمین نے اس سلسلے میں ریلی نکالی اور اپنی یونین کے حق میں ووٹ دینے کی اپیل کی۔ ہندوستانی ریلوے میں ٹریڈ یونین کی منظوری کے لیے خفیہ رائے شماری 4 سے 6 دسمبر تک ہوگی۔ ملازمین نے اس سلسلے میں ریلی نکالی اور اپنی یونین کے حق میں ووٹ دینے کی اپیل کی۔ ہندوستانی ریلوے میں ٹریڈ یونین کی منظوری کے لیے خفیہ رائے شماری 4 سے 6 دسمبر تک ہوگی۔ ملازمین نے اس سلسلے میں ریلی نکالی اور اپنی یونین کے حق میں ووٹ دینے کی اپیل کی۔ ہندوستانی ریلوے میں ٹریڈ یونین کی منظوری کے لیے خفیہ رائے شماری 4 سے 6 دسمبر تک ہوگی۔ ملازمین نے اس سلسلے میں ریلی نکالی اور اپنی یونین کے حق میں ووٹ دینے کی اپیل کی۔ (46, 1317, 399, 1643)
railway-rally-photo (46, 1163, 399, 1312)
masthead (46, 41, 1512, 161)
dana-subhead: 2 خواتین لاپتہ، این ڈی آر ایف کی ٹیم تعینات، ضلع انتظامیہ کی جانب سے تلاشی کا کام جاری (432, 1205, 1126, 1252)
continued-col-2a: اس کا مطلب ہے کہ ہندوستان کے پاس مضبوط ذات ہے۔ ہندوستان کی دوستی طاقت ہے اور وزیر اعظم نے کہا کہ گلوبل ساؤتھ کی آواز کو مضبوط کرنا ضروری ہے۔ عدالت نے کہا کہ اس معاملے میں آئندہ سماعت پر فیصلہ کیا جائے گا۔ اس کا مطلب ہے کہ ہندوستان کے پاس مضبوط ذات ہے۔ ہندوستان کی دوستی طاقت ہے اور وزیر اعظم نے کہا کہ گلوبل ساؤتھ کی آواز کو مضبوط کرنا ضروری ہے۔ (925, 1728, 1216, 1791)
khagaria-headline: کھگڑیا-علولی کے درمیان ریل خدمات جلد (99, 1672, 551, 1749)
koda-text-column (973, 711, 1330, 1092)
silver-side (407, 711, 586, 939)
continued-subhead: سوموناتھ نے... (1145, 1798, 1216, 1810)
divider (967, 647, 968, 1095)
koda-story (973, 649, 1512, 1092)
union-headline: 4-6 دسمبر کو ٹریڈ یونین کی منظوری کیلئے خفیہ رائے شماری (51, 1101, 394, 1140)
silver-top (46, 711, 588, 939)
khagaria-side (496, 1783, 605, 1920)
dana-body-cont: دانا طوفان کے اثر سے ہونے والی بارش اور تیز ہوا کے سبب ندی میں ایک کشتی پلٹ گئی جس میں دس لوگ سوار تھے۔ آٹھ لوگوں کو بحفاظت نکال لیا گیا جبکہ دو خواتین لاپتہ ہیں۔ ان کی تلاش جاری ہے۔ دانا طوفان کے اثر سے ہونے والی بارش اور تیز ہوا کے سبب ندی میں ایک کشتی پلٹ گئی جس میں دس لوگ سوار تھے۔ آٹھ لوگوں کو بحفاظت نکال لیا گیا جبکہ دو خواتین لاپتہ ہیں۔ ان کی تلاش جاری ہے۔ دانا طوفان کے اثر سے ہونے والی بارش اور تیز ہوا کے سبب ندی میں ایک کشتی پلٹ گئی جس میں دس لوگ سوار تھے۔ آٹھ لوگوں کو بحفاظت نکال لیا گیا جبکہ دو خواتین لاپتہ ہیں۔ ان کی تلاش جاری ہے۔ دانا طوفان کے اثر سے ہونے والی بارش اور تیز ہوا کے (601, 1596, 1144, 1659)
english-title (297, 54, 633, 104)
jmm-list-body: جھارکھنڈ مکتی مورچہ نے اسمبلی انتخابات کے لیے امیدواروں کی چوتھی فہرست جاری کر دی ہے۔ پارٹی کے جنرل سکریٹری نے بتایا کہ فہرست میں کئی نئے چہروں کو موقع دیا گیا ہے۔ جھارکھنڈ مکتی مورچہ نے اسمبلی انتخابات کے لیے امیدواروں کی چوتھی فہرست جاری کر دی ہے۔ پارٹی کے جنرل سکریٹری نے بتایا کہ فہرست میں کئی نئے چہروں کو موقع دیا گیا ہے۔ جھارکھنڈ مکتی مورچہ نے اسمبلی انتخابات کے لیے امیدواروں کی چوتھی فہرست جاری کر دی ہے۔ پارٹی کے جنرل سکریٹری نے بتایا کہ فہرست میں کئی نئے چہروں کو موقع دیا گیا (47, 471, 218, 626)
khagaria-story (46, 1671, 605, 2358)
hazaribagh-subhead: اے آئی ایم آئی ایم کے جھارکھنڈ انچارج ایڈوکیٹ عادل حسن کے دورے سے کانگریس کی دھڑکنیں تیز (56, 243, 577, 274)
giridih-byline: گریڈیہ (ایس این بی) (1413, 1146, 1512, 1158)
koda-headline: مدھوکوڑا کو سپریم کورٹ سے بڑا جھٹکا، نہیں لڑ پائیں گے اسمبلی انتخاب (985, 650, 1500, 705)
high-court-story (599, 649, 961, 1092)
logo-one-icon (148, 44, 165, 88)
high-court-body: جھارکھنڈ ہائی کورٹ نے حکومت اور جھارکھنڈ اسٹاف سلیکشن کمیشن سے تقرریوں کی تفصیلات طلب کی ہیں۔ گزشتہ روز عدالت میں ایک درخواست پر سماعت کرتے ہوئے عدالت نے دو ہفتے میں جواب داخل کرنے کا حکم دیا۔ جھارکھنڈ ہائی کورٹ نے حکومت اور جھارکھنڈ اسٹاف سلیکشن کمیشن سے تقرریوں کی تفصیلات طلب کی ہیں۔ گزشتہ روز عدالت میں ایک درخواست پر سماعت کرتے ہوئے عدالت نے دو ہفتے میں جواب داخل کرنے کا حکم دیا۔ جھارکھنڈ ہائی کورٹ نے حکومت اور جھارکھنڈ اسٹاف سلیکشن کمیشن سے تقرریوں کی تفصیلات طلب کی ہیں۔ گزشتہ روز عدالت میں ایک درخواست پر سماعت کرتے ہوئے عدالت نے دو ہفتے میں جواب داخل کرنے کا حکم دیا۔ جھارکھنڈ ہائی کورٹ نے حکومت اور جھارکھنڈ اسٹاف سلیکشن کمیشن سے تقرریوں کی تفصیلات طلب کی ہیں۔ گزشتہ روز عدالت میں ایک درخواست پر سماعت کرتے ہوئے عدالت نے دو ہفتے میں جواب داخل کرنے کا حکم دیا۔ جھارکھنڈ ہائی کورٹ نے حکومت اور جھارکھنڈ اسٹاف سلیکشن کمیشن سے تقرریوں کی تفصیلات طلب کی ہیں۔ گزشتہ روز عدالت میں ایک درخواست پر سماعت کرتے ہوئے عدالت نے دو ہفتے میں جواب داخل کرنے کا حکم دیا۔ جھارکھنڈ ہائی کورٹ نے حکومت اور جھارکھنڈ اسٹاف سلیکشن کمیشن سے تقرریوں کی تفصیلات طلب کی ہیں۔ گزشتہ روز عدالت میں ایک درخواست پر سماعت کرتے ہوئے عدالت نے دو ہفتے میں جواب داخل کرنے کا حکم دیا۔ جھارکھنڈ ہائی کورٹ نے حکومت اور جھارکھنڈ اسٹاف سلیکشن کمیشن سے تقرریوں کی تفصیلات طلب کی ہیں۔ گزشتہ روز عدالت میں ایک درخواست پر سماعت کرتے ہوئے عدالت نے دو ہفتے میں جواب داخل کرنے کا حکم دیا۔ جھارکھنڈ ہائی کورٹ نے حکومت اور جھارکھنڈ اسٹاف سلیکشن کمیشن سے تقرریوں کی تفصیلات طلب کی ہیں۔ گزشتہ روز عدالت میں ایک درخواست پر سماعت کرتے ہوئے عدالت نے دو ہفتے میں (599, 814, 961, 1087)
khagaria-byline: کھگڑیا (ایس این بی) (505, 1784, 605, 1795)
